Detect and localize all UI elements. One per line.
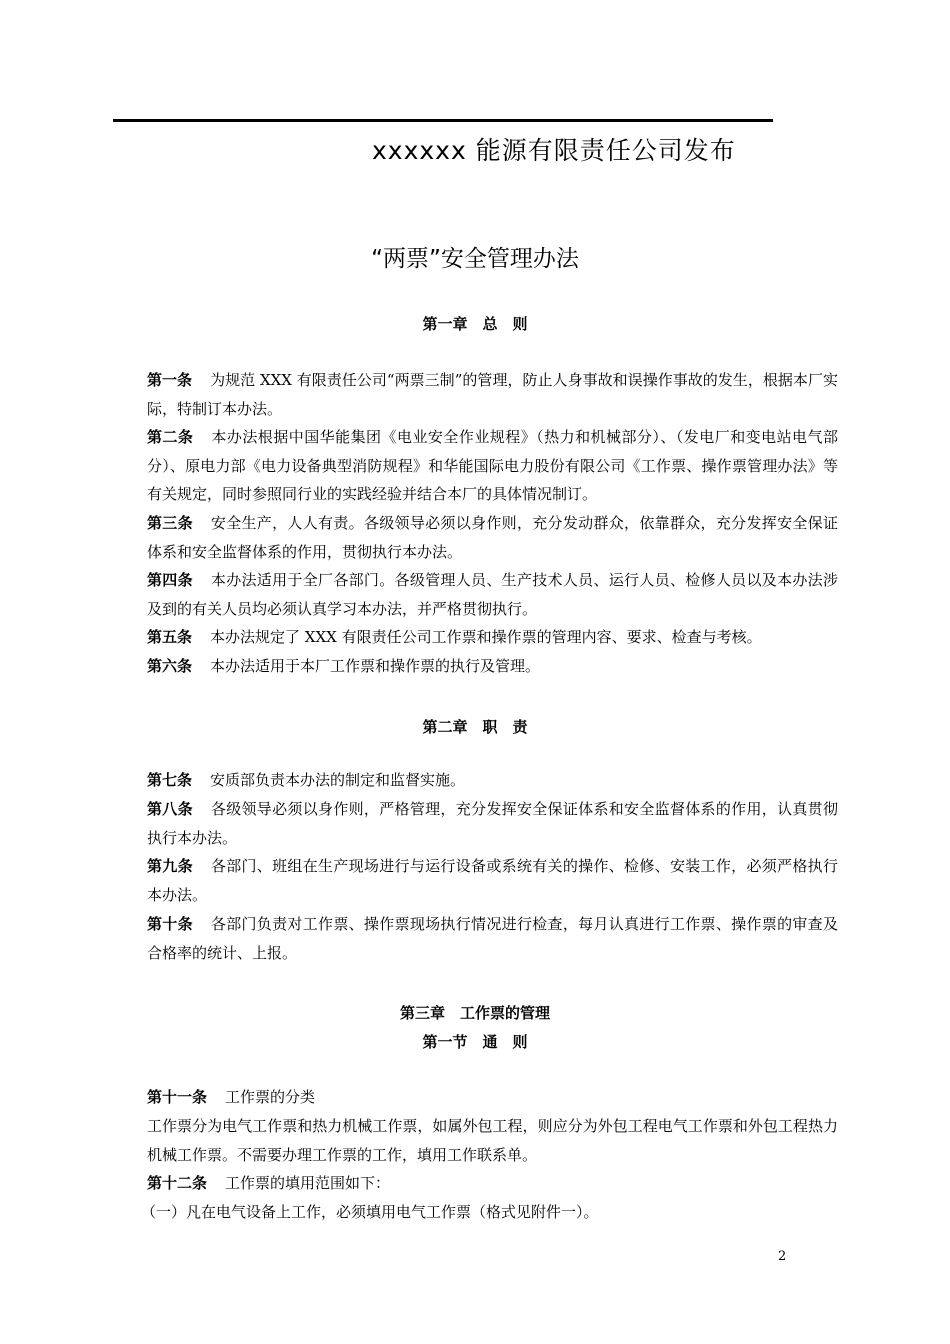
article-label: 第十一条 [147,1088,208,1106]
article-4 [113,566,838,623]
article-7 [113,766,838,795]
article-12 [113,1169,838,1198]
article-9 [113,852,838,909]
article-3 [113,509,838,566]
article-text: 本办法规定了 XXX 有限责任公司工作票和操作票的管理内容、要求、检查与考核。 [210,628,762,646]
article-10 [113,910,838,967]
article-label: 第六条 [147,657,193,675]
paragraph-ticket-types [113,1112,838,1169]
article-text: 各级领导必须以身作则，严格管理，充分发挥安全保证体系和安全监督体系的作用，认真贯彻执行本办法。 [147,800,838,847]
article-label: 第五条 [147,628,193,646]
article-1 [113,366,838,423]
article-label: 第二条 [147,428,194,446]
article-text: 本办法适用于本厂工作票和操作票的执行及管理。 [210,657,541,675]
article-text: 各部门、班组在生产现场进行与运行设备或系统有关的操作、检修、安装工作，必须严格执行本办法。 [147,857,838,904]
article-2 [113,423,838,509]
publisher-line: xxxxxx 能源有限责任公司发布 [372,136,736,165]
article-label: 第九条 [147,857,193,875]
chapter-heading-3: 第三章 工作票的管理 [399,1004,550,1022]
chapter-heading-1: 第一章 总 则 [422,315,528,333]
article-text: 本办法根据中国华能集团《电业安全作业规程》（热力和机械部分）、（发电厂和变电站电气部分）、原电力部《电力设备典型消防规程》和华能国际电力股份有限公司《工作票、操作票管理办法》等有关规定，同时参照同行业的实践经验并结合本厂的具体情况制订。 [147,428,838,503]
article-6 [113,652,838,681]
article-text: 安全生产，人人有责。各级领导必须以身作则，充分发动群众，依靠群众，充分发挥安全保证体系和安全监督体系的作用，贯彻执行本办法。 [147,514,838,561]
header-rule [113,119,773,122]
article-5 [113,623,838,652]
article-label: 第一条 [147,371,193,389]
document-title: “两票”安全管理办法 [371,246,579,272]
article-label: 第十二条 [147,1174,208,1192]
article-text: 工作票的填用范围如下： [225,1174,391,1192]
paragraph-text: 工作票分为电气工作票和热力机械工作票，如属外包工程，则应分为外包工程电气工作票和外包工程热力机械工作票。不需要办理工作票的工作，填用工作联系单。 [147,1117,838,1164]
article-label: 第三条 [147,514,193,532]
paragraph-text: （一）凡在电气设备上工作，必须填用电气工作票（格式见附件一）。 [141,1203,599,1221]
paragraph-item-1 [113,1198,838,1227]
article-text: 安质部负责本办法的制定和监督实施。 [210,771,466,789]
section-heading-1: 第一节 通 则 [422,1033,528,1051]
article-label: 第四条 [147,571,193,589]
article-label: 第十条 [147,915,193,933]
page-number: 2 [778,1249,787,1264]
article-label: 第七条 [147,771,193,789]
article-text: 为规范 XXX 有限责任公司“两票三制”的管理，防止人身事故和误操作事故的发生，根据本厂实际，特制订本办法。 [147,371,838,418]
article-11 [113,1083,838,1112]
article-text: 各部门负责对工作票、操作票现场执行情况进行检查，每月认真进行工作票、操作票的审查及合格率的统计、上报。 [147,915,838,962]
article-8 [113,795,838,852]
article-label: 第八条 [147,800,193,818]
article-text: 本办法适用于全厂各部门。各级管理人员、生产技术人员、运行人员、检修人员以及本办法涉及到的有关人员均必须认真学习本办法，并严格贯彻执行。 [147,571,838,618]
chapter-heading-2: 第二章 职 责 [422,718,528,736]
article-text: 工作票的分类 [225,1088,316,1106]
